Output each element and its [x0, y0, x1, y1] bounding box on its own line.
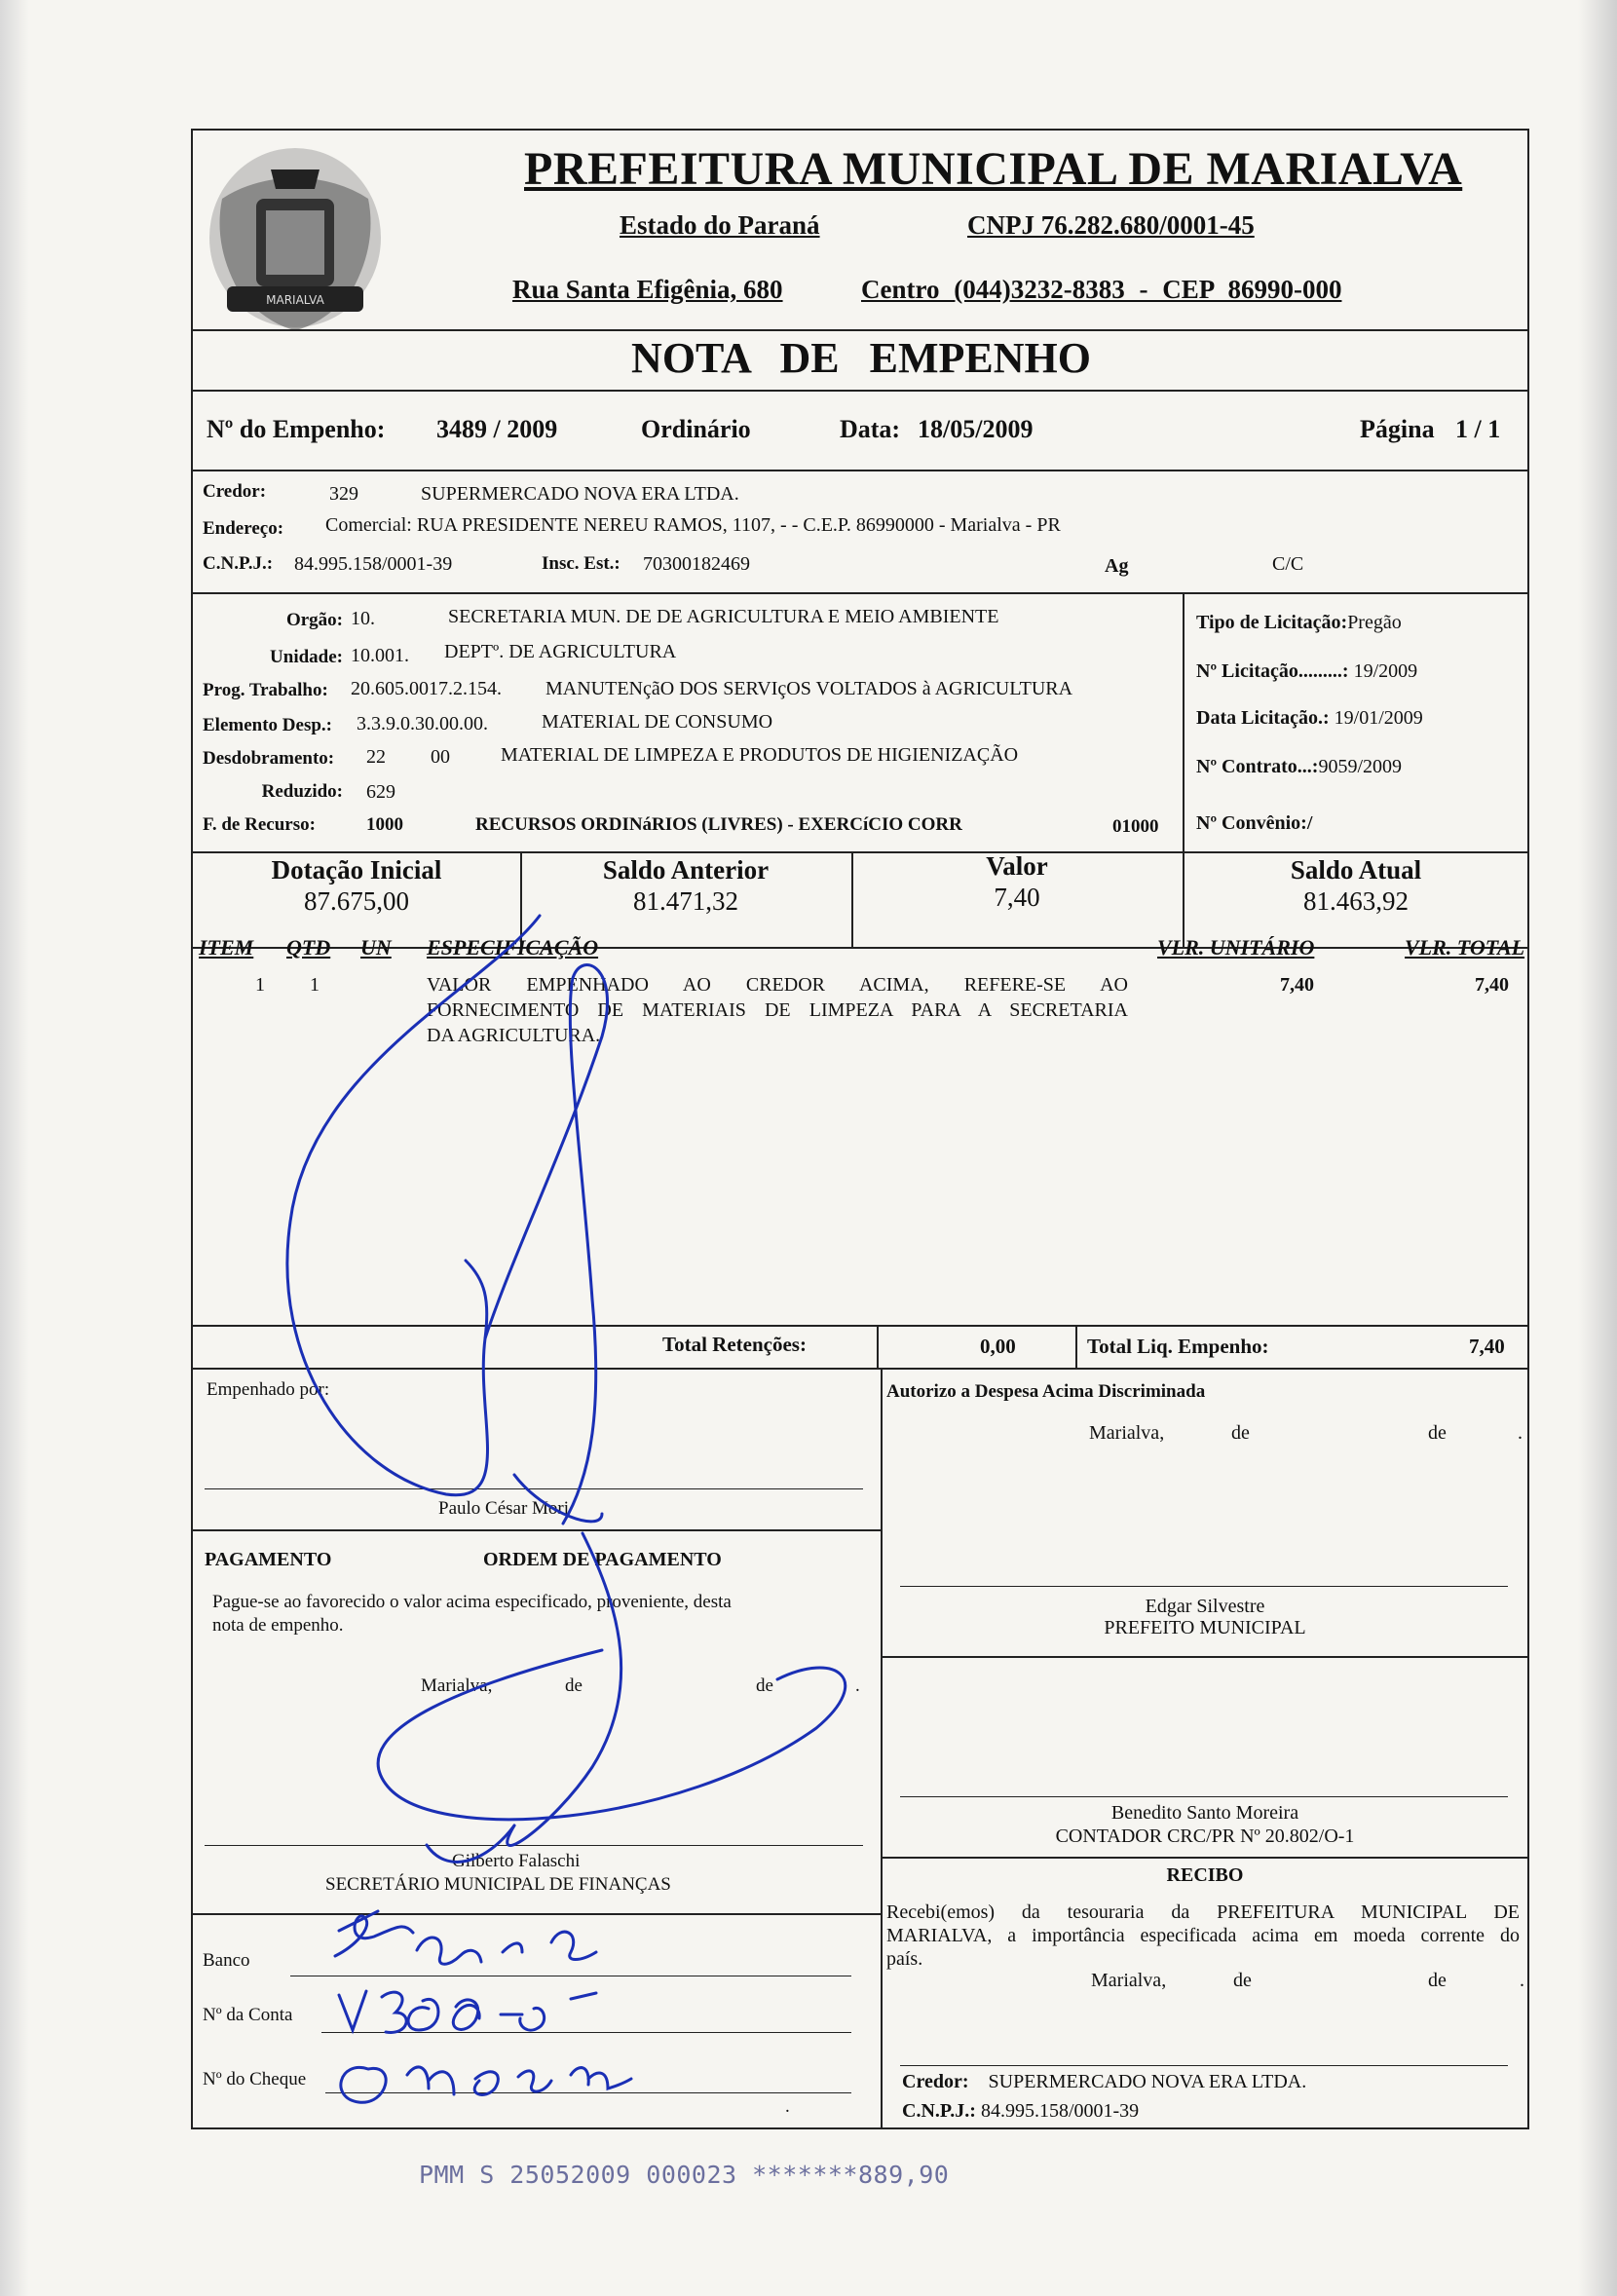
- prog-code: 20.605.0017.2.154.: [351, 678, 502, 699]
- convenio-label: Nº Convênio:/: [1196, 812, 1313, 834]
- recibo-title: RECIBO: [1166, 1864, 1244, 1886]
- empenhado-label: Empenhado por:: [207, 1379, 330, 1400]
- accountant-name: Benedito Santo Moreira: [1110, 1802, 1299, 1824]
- payment-stamp-code: PMM S 25052009 000023 *******889,90: [419, 2161, 950, 2189]
- item-vlr-total: 7,40: [1475, 974, 1509, 996]
- nota-de-empenho-form: MARIALVA PREFEITURA MUNICIPAL DE MARIALVA Estado do Paraná CNPJ 76.282.680/0001-45 Rua Santa Efigênia, 680 Centro (044)3232-8383 - CEP 86990-000 NOTA DE EMPENHO Nº do Empenho: 3489 / 2009 Ordinário Data: 18/05/2009 Página 1 / 1 Credor: 329 SUPERMERCADO NOVA ERA LTDA. Endereço: Comercial: RUA PRESIDENTE NEREU RAMOS, 1107, - - C.E.P. 86990000 - Marialva - PR C.N.P.J.: 84.995.158/0001-39 Insc. Est.: 70300182469 Ag C/C Orgão: 10. SECRETARIA MUN. DE DE AGRICULTURA E MEIO AMBIENTE Unidade: 10.001. DEPTº. DE AGRICULTURA Prog. Trabalho: 20.605.0017.2.154. MANUTENçãO DOS SERVIçOS VOLTADOS à AGRICULTURA Elemento Desp.: 3.3.9.0.30.00.00. MATERIAL DE CONSUMO Desdobramento: 22 00 MATERIAL DE LIMPEZA E PRODUTOS DE HIGIENIZAÇÃO Reduzido: 629 F. de Recurso: 1000 RECURSOS ORDINáRIOS (LIVRES) - EXERCíCIO CORR 01000 Tipo de Licitação:Pregão Nº Licitação.........: 19/2009 Data Licitação.: 19/01/2009 Nº Contrato...:9059/2009 Nº Convênio:/ Dotação Inicial 87.675,00 Saldo Anterior 81.471,32 Valor 7,40 Saldo Atual 81.463,92 ITEM QTD UN ESPECIFICAÇÃO VLR. UNITÁRIO VLR. TOTAL 1 1 VALOR EMPENHADO AO CREDOR ACIMA, REFERE-SE AO FORNECIMENTO DE MATERIAIS DE LIMPEZA PARA A SECRETARIA DA AGRICULTURA. 7,40 7,40 Total Retenções: 0,00 Total Liq. Empenho: 7,40 Empenhado por: Paulo César Mori PAGAMENTO ORDEM DE PAGAMENTO Pague-se ao favorecido o valor acima especificado, proveniente, desta nota de empenho. Marialva, de de . Gilberto Falaschi SECRETÁRIO MUNICIPAL DE FINANÇAS Banco Nº da Conta Nº do Cheque . Autorizo a Despesa Acima Discriminada Marialva, de de . Edgar Silvestre PREFEITO MUNICIPAL Benedito Santo Moreira CONTADOR CRC/PR Nº 20.802/O-1 RECIBO Recebi(emos) da tesouraria da PREFEITURA MUNICIPAL DE MARIALVA, a importância especificada acima em moeda corrente do país. Marialva, de de . Credor: SUPERMERCADO NOVA ERA LTDA. C.N.P.J.: 84.995.158/0001-39: [191, 129, 1529, 2129]
- col-vlr-total: VLR. TOTAL: [1405, 935, 1525, 960]
- unidade-name: DEPTº. DE AGRICULTURA: [444, 641, 677, 662]
- item-desc-line-3: DA AGRICULTURA.: [427, 1025, 601, 1046]
- pagamento-label: PAGAMENTO: [205, 1549, 332, 1570]
- pagamento-text-2: nota de empenho.: [212, 1615, 344, 1636]
- ordem-pagamento-label: ORDEM DE PAGAMENTO: [483, 1549, 722, 1570]
- liquid-label: Total Liq. Empenho:: [1087, 1335, 1269, 1358]
- licitacao-number: Nº Licitação.........: 19/2009: [1196, 660, 1418, 682]
- city-cnpj: CNPJ 76.282.680/0001-45: [967, 210, 1255, 240]
- address-label: Endereço:: [203, 518, 284, 539]
- city-hall-title: PREFEITURA MUNICIPAL DE MARIALVA: [524, 143, 1463, 195]
- saldo-anterior-label: Saldo Anterior: [602, 855, 770, 885]
- credor-address: Comercial: RUA PRESIDENTE NEREU RAMOS, 1107, - - C.E.P. 86990000 - Marialva - PR: [325, 514, 1061, 536]
- cnpj-label: C.N.P.J.:: [203, 553, 274, 574]
- empenho-date: 18/05/2009: [918, 415, 1034, 443]
- ie-label: Insc. Est.:: [542, 553, 620, 574]
- credor-name: SUPERMERCADO NOVA ERA LTDA.: [421, 483, 739, 505]
- city-contact: Centro (044)3232-8383 - CEP 86990-000: [861, 275, 1342, 304]
- unidade-label: Unidade:: [270, 647, 343, 667]
- mayor-name: Edgar Silvestre: [1145, 1596, 1265, 1617]
- desdobramento-code-1: 22: [366, 746, 386, 768]
- secretary-name: Gilberto Falaschi: [452, 1851, 581, 1871]
- elemento-label: Elemento Desp.:: [203, 715, 332, 735]
- recibo-text-3: país.: [886, 1948, 923, 1970]
- col-item: ITEM: [199, 935, 254, 960]
- recibo-text-2: MARIALVA, a importância especificada acima em moeda corrente do: [886, 1925, 1520, 1946]
- desdobramento-label: Desdobramento:: [203, 748, 335, 769]
- empenho-type: Ordinário: [641, 415, 751, 443]
- accountant-title: CONTADOR CRC/PR Nº 20.802/O-1: [1055, 1826, 1355, 1847]
- state-name: Estado do Paraná: [620, 210, 820, 240]
- banco-label: Banco: [203, 1950, 250, 1971]
- retencoes-value: 0,00: [980, 1335, 1016, 1358]
- credor-label: Credor:: [203, 481, 267, 502]
- page-label: Página: [1360, 415, 1435, 443]
- item-desc-line-1: VALOR EMPENHADO AO CREDOR ACIMA, REFERE-SE AO: [427, 974, 1128, 996]
- cc-label: C/C: [1272, 553, 1304, 575]
- elemento-code: 3.3.9.0.30.00.00.: [357, 713, 488, 734]
- col-vlr-unitario: VLR. UNITÁRIO: [1157, 935, 1315, 960]
- cheque-label: Nº do Cheque: [203, 2069, 307, 2089]
- autorizo-de-1: de: [1231, 1422, 1250, 1444]
- pagamento-place: Marialva,: [421, 1675, 493, 1696]
- recurso-name: RECURSOS ORDINáRIOS (LIVRES) - EXERCíCIO CORR: [475, 814, 962, 835]
- ag-label: Ag: [1105, 555, 1129, 577]
- pagamento-text-1: Pague-se ao favorecido o valor acima especificado, proveniente, desta: [212, 1592, 732, 1612]
- recurso-code: 1000: [366, 814, 403, 835]
- document-title: NOTA DE EMPENHO: [631, 334, 1091, 382]
- empenho-date-label: Data:: [840, 415, 901, 443]
- recurso-code-2: 01000: [1112, 816, 1159, 837]
- pagamento-de-1: de: [565, 1675, 583, 1696]
- recibo-cnpj: C.N.P.J.: 84.995.158/0001-39: [902, 2100, 1140, 2122]
- item-desc-line-2: FORNECIMENTO DE MATERIAIS DE LIMPEZA PARA A SECRETARIA: [427, 999, 1128, 1021]
- dotacao-label: Dotação Inicial: [271, 855, 442, 885]
- recibo-text-1: Recebi(emos) da tesouraria da PREFEITURA MUNICIPAL DE: [886, 1901, 1520, 1923]
- recibo-de-2: de: [1428, 1970, 1447, 1991]
- prog-label: Prog. Trabalho:: [203, 680, 328, 700]
- item-vlr-unitario: 7,40: [1280, 974, 1314, 996]
- pagamento-de-2: de: [756, 1675, 773, 1696]
- handwritten-signatures-icon: [193, 131, 1529, 2131]
- credor-cnpj: 84.995.158/0001-39: [294, 553, 453, 575]
- licitacao-type: Tipo de Licitação:Pregão: [1196, 612, 1402, 633]
- autorizo-title: Autorizo a Despesa Acima Discriminada: [886, 1381, 1206, 1402]
- credor-code: 329: [329, 483, 358, 505]
- contract-number: Nº Contrato...:9059/2009: [1196, 756, 1403, 777]
- col-un: UN: [360, 935, 392, 960]
- empenhado-name: Paulo César Mori: [438, 1498, 570, 1519]
- saldo-atual-value: 81.463,92: [1303, 886, 1409, 916]
- col-qtd: QTD: [286, 935, 331, 960]
- reduzido-label: Reduzido:: [261, 781, 343, 802]
- col-especificacao: ESPECIFICAÇÃO: [427, 935, 599, 960]
- orgao-code: 10.: [351, 608, 375, 629]
- conta-label: Nº da Conta: [203, 2005, 293, 2025]
- elemento-name: MATERIAL DE CONSUMO: [542, 711, 773, 733]
- licitacao-date: Data Licitação.: 19/01/2009: [1196, 707, 1423, 729]
- dotacao-value: 87.675,00: [304, 886, 409, 916]
- recurso-label: F. de Recurso:: [203, 814, 316, 835]
- city-address: Rua Santa Efigênia, 680: [512, 275, 783, 304]
- orgao-name: SECRETARIA MUN. DE DE AGRICULTURA E MEIO AMBIENTE: [448, 606, 999, 627]
- autorizo-place: Marialva,: [1089, 1422, 1165, 1444]
- page-number: 1 / 1: [1455, 415, 1501, 443]
- credor-ie: 70300182469: [643, 553, 750, 575]
- saldo-anterior-value: 81.471,32: [633, 886, 738, 916]
- prog-name: MANUTENçãO DOS SERVIçOS VOLTADOS à AGRICULTURA: [545, 678, 1073, 699]
- svg-text:MARIALVA: MARIALVA: [266, 293, 324, 307]
- retencoes-label: Total Retenções:: [662, 1333, 807, 1356]
- reduzido-value: 629: [366, 781, 395, 803]
- empenho-number-label: Nº do Empenho:: [207, 415, 386, 443]
- desdobramento-name: MATERIAL DE LIMPEZA E PRODUTOS DE HIGIENIZAÇÃO: [501, 744, 1019, 766]
- orgao-label: Orgão:: [285, 610, 343, 630]
- recibo-de-1: de: [1233, 1970, 1252, 1991]
- item-number: 1: [255, 974, 265, 996]
- autorizo-de-2: de: [1428, 1422, 1447, 1444]
- unidade-code: 10.001.: [351, 645, 409, 666]
- desdobramento-code-2: 00: [431, 746, 450, 768]
- valor-label: Valor: [986, 851, 1048, 881]
- liquid-value: 7,40: [1469, 1335, 1505, 1358]
- item-qtd: 1: [310, 974, 320, 996]
- recibo-place: Marialva,: [1091, 1970, 1167, 1991]
- mayor-title: PREFEITO MUNICIPAL: [1104, 1617, 1306, 1638]
- secretary-title: SECRETÁRIO MUNICIPAL DE FINANÇAS: [325, 1874, 671, 1895]
- valor-value: 7,40: [994, 883, 1040, 912]
- saldo-atual-label: Saldo Atual: [1290, 855, 1422, 885]
- recibo-credor: Credor: SUPERMERCADO NOVA ERA LTDA.: [902, 2071, 1307, 2092]
- empenho-number: 3489 / 2009: [436, 415, 558, 443]
